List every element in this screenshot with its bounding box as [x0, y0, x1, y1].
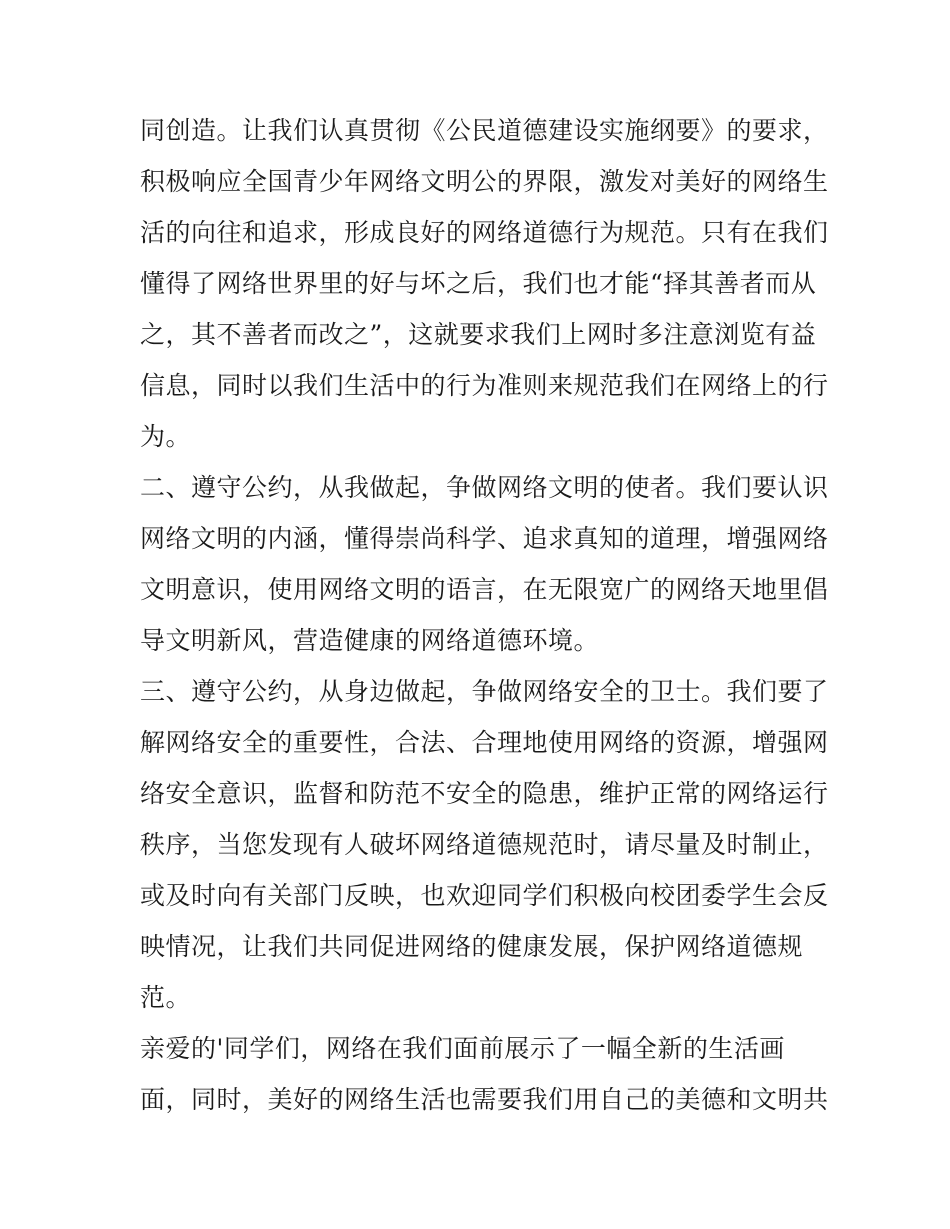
text-line: 或及时向有关部门反映，也欢迎同学们积极向校团委学生会反 — [140, 881, 829, 910]
text-line: 秩序，当您发现有人破坏网络道德规范时，请尽量及时制止， — [140, 830, 829, 859]
text-line: 为。 — [140, 422, 192, 451]
text-line: 导文明新风，营造健康的网络道德环境。 — [140, 626, 600, 655]
text-line: 同创造。让我们认真贯彻《公民道德建设实施纲要》的要求， — [140, 116, 829, 145]
text-line: 积极响应全国青少年网络文明公的界限，激发对美好的网络生 — [140, 167, 829, 196]
text-line: 映情况，让我们共同促进网络的健康发展，保护网络道德规 — [140, 932, 804, 961]
text-line: 范。 — [140, 983, 192, 1012]
text-line: 络安全意识，监督和防范不安全的隐患，维护正常的网络运行 — [140, 779, 829, 808]
text-line: 文明意识，使用网络文明的语言，在无限宽广的网络天地里倡 — [140, 575, 829, 604]
text-line: 三、遵守公约，从身边做起，争做网络安全的卫士。我们要了 — [140, 677, 829, 706]
text-line: 信息，同时以我们生活中的行为准则来规范我们在网络上的行 — [140, 371, 829, 400]
text-line: 活的向往和追求，形成良好的网络道德行为规范。只有在我们 — [140, 218, 829, 247]
text-line: 之，其不善者而改之”，这就要求我们上网时多注意浏览有益 — [140, 320, 817, 349]
text-line: 面，同时，美好的网络生活也需要我们用自己的美德和文明共 — [140, 1085, 829, 1114]
text-line: 懂得了网络世界里的好与坏之后，我们也才能“择其善者而从 — [140, 269, 817, 298]
text-line: 亲爱的'同学们，网络在我们面前展示了一幅全新的生活画 — [140, 1034, 785, 1063]
body-text — [140, 105, 840, 1125]
text-line: 网络文明的内涵，懂得崇尚科学、追求真知的道理，增强网络 — [140, 524, 829, 553]
text-line: 二、遵守公约，从我做起，争做网络文明的使者。我们要认识 — [140, 473, 829, 502]
text-line: 解网络安全的重要性，合法、合理地使用网络的资源，增强网 — [140, 728, 829, 757]
